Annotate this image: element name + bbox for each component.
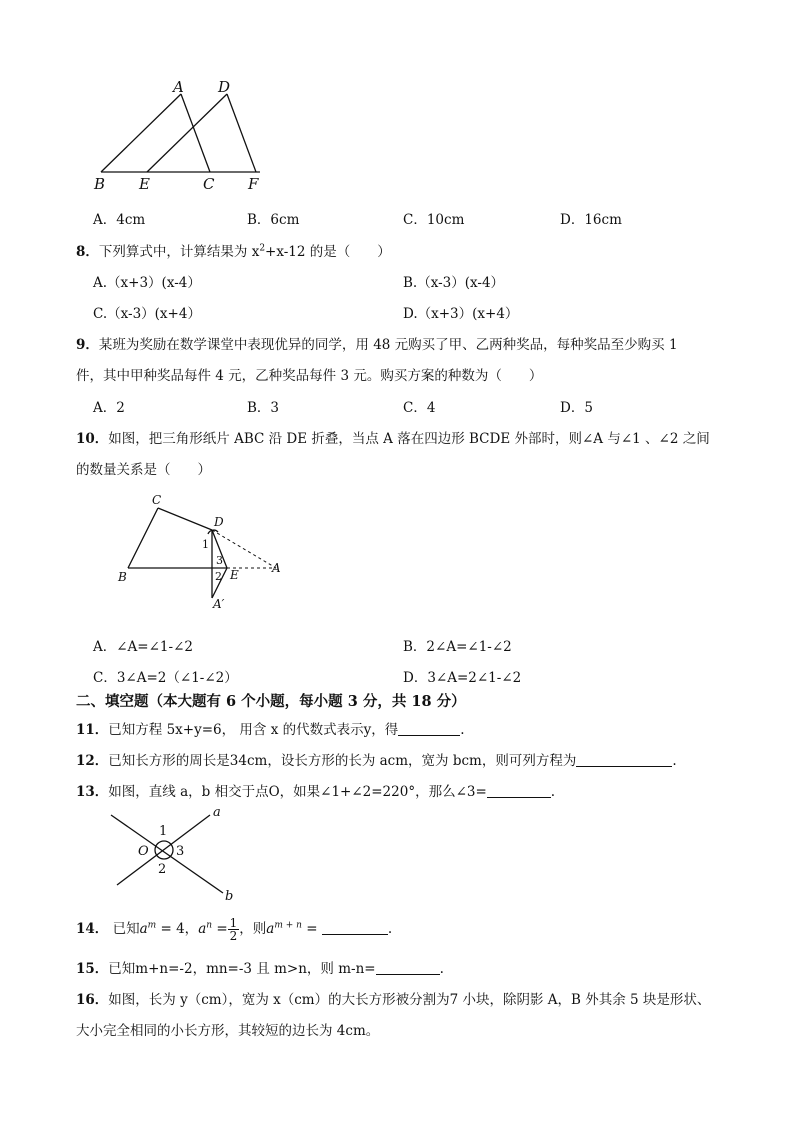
q10-figure [112,490,292,612]
label-c: C [203,175,215,193]
angle-label-1: 1 [202,538,209,551]
q8-option-b[interactable]: B.（x-3）(x-4） [403,275,505,291]
q9-line1 [76,333,678,353]
q14-number: 14． [76,921,109,937]
q7-option-d[interactable]: D．16cm [560,212,622,228]
q14-base-a2: a [198,921,207,937]
segment-bc [128,508,158,568]
q12-end: . [672,753,677,769]
section-2-title: 二、填空题（本大题有 6 个小题，每小题 3 分，共 18 分） [76,693,466,710]
label-b: B [118,570,127,584]
q15-text: 已知m+n=-2，mn=-3 且 m>n，则 m-n= [108,961,376,977]
segment-ac [181,94,210,172]
angle-label-3: 3 [216,554,223,567]
q14-stem [76,917,392,942]
q11-text: 已知方程 5x+y=6， 用含 x 的代数式表示y，得 [108,722,399,738]
q13-text: 如图，直线 a，b 相交于点O，如果∠1+∠2=220°，那么∠3= [108,784,487,800]
label-d: D [218,78,231,96]
q8-text-post: +x-12 的是（ ） [265,244,391,260]
q14-text-2: ，则 [239,921,267,937]
q14-base-a3: a [266,921,275,937]
q14-eq1: = 4， [156,921,199,937]
label-a: A [173,78,184,96]
segment-ab [101,94,181,172]
label-a: A [272,561,281,575]
q11-end: . [460,722,465,738]
q9-line2: 件，其中甲种奖品每件 4 元，乙种奖品每件 3 元。购买方案的种数为（ ） [76,368,543,384]
q8-option-d[interactable]: D.（x+3）(x+4） [403,306,519,322]
q10-option-a[interactable]: A．∠A=∠1-∠2 [93,639,193,655]
q10-text-1: 如图，把三角形纸片 ABC 沿 DE 折叠，当点 A 落在四边形 BCDE 外部时，则∠A 与∠1 、∠2 之间 [108,431,710,447]
q15-number: 15． [76,961,109,977]
q12-answer-blank[interactable] [576,752,672,767]
q15-answer-blank[interactable] [376,960,440,975]
q11-stem [76,718,465,738]
q11-answer-blank[interactable] [398,721,460,736]
q8-stem [76,240,391,260]
q7-figure [85,76,275,196]
q8-option-c[interactable]: C.（x-3）(x+4） [93,306,201,322]
q10-line2: 的数量关系是（ ） [76,462,211,478]
q14-frac-denominator: 2 [229,929,238,943]
q7-option-c[interactable]: C．10cm [403,212,465,228]
q15-stem [76,957,444,977]
q14-frac-numerator: 1 [229,916,238,930]
q7-option-a[interactable]: A．4cm [93,212,146,228]
q16-line1 [76,988,710,1008]
q9-text-1: 某班为奖励在数学课堂中表现优异的同学，用 48 元购买了甲、乙两种奖品，每种奖品至少购买 1 [98,337,678,353]
label-c: C [152,493,162,507]
q12-stem [76,749,677,769]
q9-option-d[interactable]: D．5 [560,400,593,416]
q12-text: 已知长方形的周长是34cm，设长方形的长为 acm，宽为 bcm，则可列方程为 [108,753,577,769]
q8-number: 8． [76,244,99,260]
q14-eq2: = [212,921,228,937]
q14-exp-m: m [147,920,157,931]
label-line-a: a [213,805,221,820]
q14-answer-blank[interactable] [322,920,388,935]
q13-answer-blank[interactable] [487,783,551,798]
q14-fraction [228,917,240,942]
q8-sup: 2 [259,243,266,254]
label-e: E [230,568,239,582]
q14-end: . [387,921,393,937]
angle-label-2: 2 [158,862,167,877]
q8-text-pre: 下列算式中，计算结果为 x [98,244,260,260]
q13-number: 13． [76,784,109,800]
angle-label-2: 2 [215,570,222,583]
angle-label-1: 1 [159,824,168,839]
q10-number: 10． [76,431,109,447]
label-line-b: b [225,889,234,903]
q10-option-b[interactable]: B．2∠A=∠1-∠2 [403,639,512,655]
q9-number: 9． [76,337,99,353]
q16-text-1: 如图，长为 y（cm），宽为 x（cm）的大长方形被分割为7 小块，除阴影 A，B 外其余 5 块是形状、 [108,992,711,1008]
q14-base-a1: a [139,921,148,937]
q10-option-d[interactable]: D．3∠A=2∠1-∠2 [403,670,522,686]
q9-option-b[interactable]: B．3 [247,400,280,416]
q13-stem [76,780,555,800]
q14-exp-n: n [206,920,213,931]
label-f: F [248,175,259,193]
q16-line2: 大小完全相同的小长方形，其较短的边长为 4cm。 [76,1023,380,1039]
q14-text-1: 已知 [112,921,140,937]
q14-exp-mn: m + n [274,920,302,931]
q12-number: 12． [76,753,109,769]
angle-label-3: 3 [176,844,185,859]
segment-ed [147,94,227,172]
segment-df [227,94,256,172]
label-b: B [94,175,106,193]
label-d: D [214,515,224,529]
q9-option-c[interactable]: C．4 [403,400,436,416]
q9-option-a[interactable]: A．2 [93,400,125,416]
q11-number: 11． [76,722,109,738]
q8-option-a[interactable]: A.（x+3）(x-4） [93,275,201,291]
q10-option-c[interactable]: C．3∠A=2（∠1-∠2） [93,670,238,686]
label-o: O [138,844,149,859]
q14-eq3: = [301,921,318,937]
q16-number: 16． [76,992,109,1008]
segment-cd [158,508,212,530]
q13-figure [105,803,245,903]
q15-end: . [439,961,444,977]
label-a-prime: A′ [213,597,225,611]
q13-end: . [550,784,556,800]
q10-line1 [76,427,710,447]
label-e: E [139,175,150,193]
q7-option-b[interactable]: B．6cm [247,212,300,228]
